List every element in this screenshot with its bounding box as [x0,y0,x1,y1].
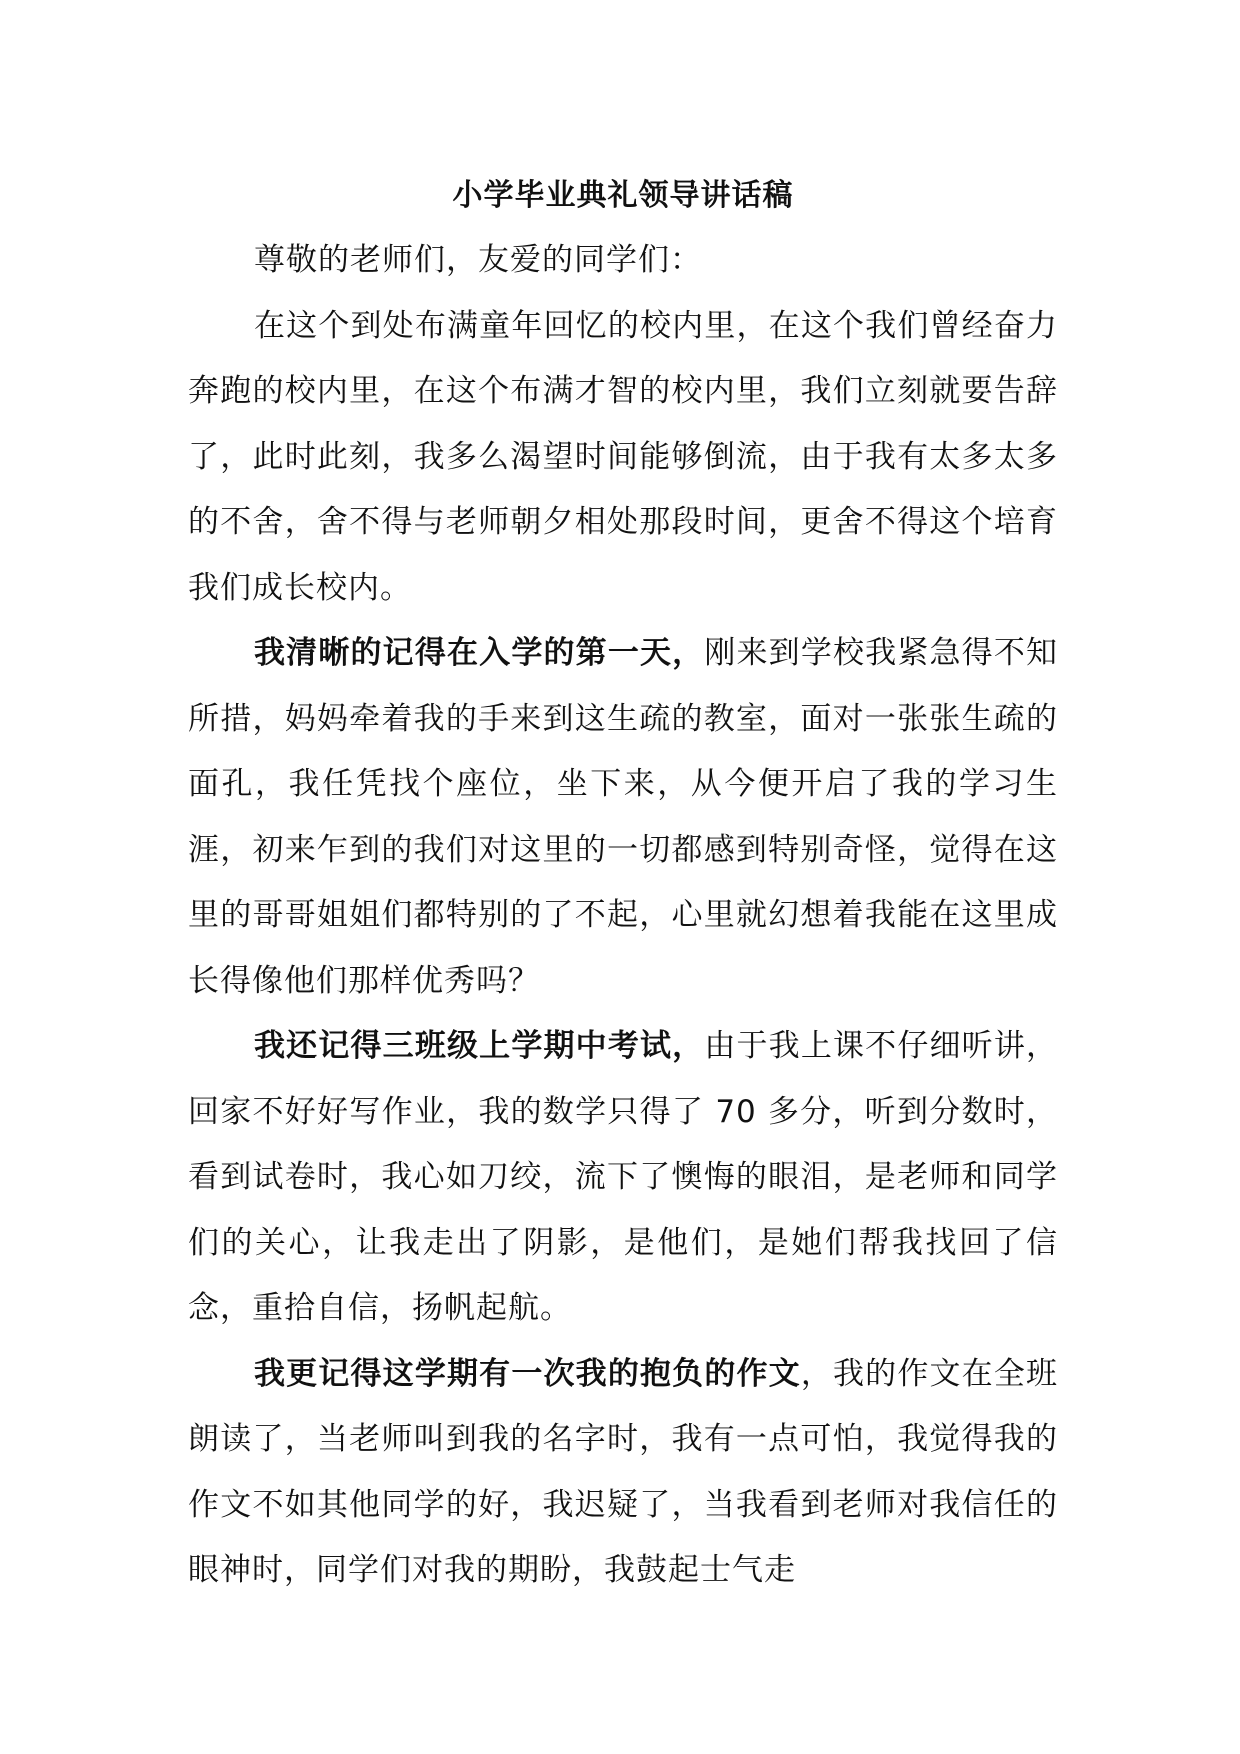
paragraph-4 [188,1342,1058,1604]
paragraph-2 [188,621,1058,1014]
paragraph-1 [188,294,1058,622]
paragraph-2-lead: 我清晰的记得在入学的第一天， [254,635,705,671]
paragraph-4-text: ，我的作文在全班朗读了，当老师叫到我的名字时，我有一点可怕，我觉得我的作文不如其他同学的好，我迟疑了，当我看到老师对我信任的眼神时，同学们对我的期盼，我鼓起士气走 [188,1355,1059,1588]
salutation: 尊敬的老师们，友爱的同学们： [254,242,702,278]
paragraph-3-text: 由于我上课不仔细听讲，回家不好好写作业，我的数学只得了 70 多分，听到分数时，看到试卷时，我心如刀绞，流下了懊悔的眼泪，是老师和同学们的关心，让我走出了阴影，是他们，是她们帮我找回了信念，重拾自信，扬帆起航。 [188,1028,1059,1326]
document-title: 小学毕业典礼领导讲话稿 [452,178,794,213]
paragraph-1-text: 在这个到处布满童年回忆的校内里，在这个我们曾经奋力奔跑的校内里，在这个布满才智的校内里，我们立刻就要告辞了，此时此刻，我多么渴望时间能够倒流，由于我有太多太多的不舍，舍不得与老师朝夕相处那段时间，更舍不得这个培育我们成长校内。 [188,307,1058,606]
paragraph-3 [188,1014,1058,1342]
paragraph-2-text: 刚来到学校我紧急得不知所措，妈妈牵着我的手来到这生疏的教室，面对一张张生疏的面孔，我任凭找个座位，坐下来，从今便开启了我的学习生涯，初来乍到的我们对这里的一切都感到特别奇怪，觉得在这里的哥哥姐姐们都特别的了不起，心里就幻想着我能在这里成长得像他们那样优秀吗？ [188,635,1059,999]
paragraph-4-lead: 我更记得这学期有一次我的抱负的作文 [254,1355,801,1392]
document-page [188,168,1058,1604]
paragraph-3-lead: 我还记得三班级上学期中考试， [254,1028,705,1064]
